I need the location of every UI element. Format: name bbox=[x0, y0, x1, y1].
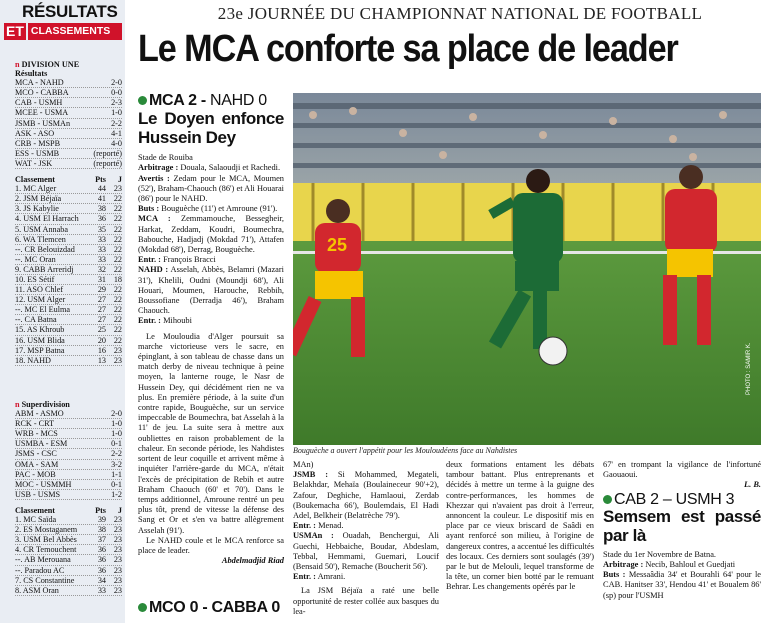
team-name: --. MC El Eulma bbox=[15, 305, 71, 315]
team-played: 22 bbox=[113, 335, 122, 345]
match-teams: ESS - USMB bbox=[15, 148, 60, 158]
team-played: 22 bbox=[113, 285, 122, 295]
team-points: 44 bbox=[97, 184, 106, 194]
team-points: 32 bbox=[97, 264, 106, 274]
article-mco-cabba-heading bbox=[138, 599, 280, 617]
team-points: 34 bbox=[97, 575, 106, 585]
result-row bbox=[15, 429, 122, 439]
result-row bbox=[15, 419, 122, 429]
pts-header: Pts bbox=[95, 505, 106, 515]
label: Buts : bbox=[603, 570, 626, 580]
team-name: --. AB Merouana bbox=[15, 555, 71, 565]
team-points: 36 bbox=[97, 565, 106, 575]
match-teams: USMBA - ESM bbox=[15, 439, 68, 449]
team-played: 23 bbox=[113, 345, 122, 355]
match-teams: OMA - SAM bbox=[15, 459, 59, 469]
match-score: (reporté) bbox=[93, 148, 122, 158]
team-name: 17. MSP Batna bbox=[15, 345, 65, 355]
result-row bbox=[15, 149, 122, 159]
match-teams: WRB - MCS bbox=[15, 429, 58, 439]
brand-line1: RÉSULTATS bbox=[22, 2, 118, 21]
standing-row bbox=[15, 235, 122, 245]
team-points: 33 bbox=[97, 585, 106, 595]
team-points: 27 bbox=[97, 305, 106, 315]
match-score: 3-2 bbox=[111, 459, 122, 469]
text: Messaâdia 34' et Bourahli 64' pour le CAB. Hanitser 33', Hendou 41' et Boualem 86' (sp) pour l'USMH bbox=[603, 570, 761, 600]
result-row bbox=[15, 88, 122, 98]
standing-row bbox=[15, 555, 122, 565]
score-away: NAHD 0 bbox=[210, 92, 267, 109]
standing-row bbox=[15, 255, 122, 265]
team-name: --. MC Oran bbox=[15, 254, 56, 264]
match-teams: MCA - NAHD bbox=[15, 78, 64, 88]
label: JSMB : bbox=[293, 470, 328, 480]
team-points: 37 bbox=[97, 535, 106, 545]
match-teams: PAC - MOB bbox=[15, 469, 56, 479]
match-score: 1-0 bbox=[111, 429, 122, 439]
division-title: Superdivision bbox=[21, 400, 70, 409]
team-played: 22 bbox=[113, 315, 122, 325]
team-played: 23 bbox=[113, 184, 122, 194]
label: Avertis : bbox=[138, 173, 170, 183]
team-name: 15. AS Khroub bbox=[15, 325, 65, 335]
text: Zemmamouche, Bessegheir, Harkat, Zeddam, Koudri, Boumechra, Babouche, Hadjadj (Mokdad 71'), Attafen (Mokdad 68'), Derrag, Bouguèche. bbox=[138, 214, 284, 255]
division-title: DIVISION UNE bbox=[21, 60, 80, 69]
team-points: 38 bbox=[97, 525, 106, 535]
match-teams: JSMS - CSC bbox=[15, 449, 57, 459]
team-points: 33 bbox=[97, 254, 106, 264]
division-une-block bbox=[15, 60, 122, 366]
team-name: 8. ASM Oran bbox=[15, 585, 59, 595]
team-played: 22 bbox=[113, 234, 122, 244]
results-label: Résultats bbox=[15, 69, 48, 79]
team-name: 3. USM Bel Abbès bbox=[15, 535, 77, 545]
team-name: 3. JS Kabylie bbox=[15, 204, 59, 214]
team-points: 36 bbox=[97, 555, 106, 565]
text: Menad. bbox=[315, 521, 344, 531]
team-name: 4. USM El Harrach bbox=[15, 214, 79, 224]
team-points: 31 bbox=[97, 274, 106, 284]
match-teams: MCO - CABBA bbox=[15, 88, 69, 98]
match-score: 2-0 bbox=[111, 78, 122, 88]
author-signature: Abdelmadjid Riad bbox=[221, 556, 284, 566]
match-score: 2-2 bbox=[111, 449, 122, 459]
team-played: 23 bbox=[113, 515, 122, 525]
match-teams: RCK - CRT bbox=[15, 419, 55, 429]
standing-row bbox=[15, 245, 122, 255]
team-name: 2. ES Mostaganem bbox=[15, 525, 78, 535]
standing-row bbox=[15, 194, 122, 204]
article-body: La JSM Béjaïa a raté une belle opportunité de rester collée aux basques du lea- bbox=[293, 586, 439, 616]
standing-row bbox=[15, 305, 122, 315]
match-score: 1-0 bbox=[111, 108, 122, 118]
team-name: --. Paradou AC bbox=[15, 565, 65, 575]
team-played: 23 bbox=[113, 525, 122, 535]
article-cab-usmh bbox=[603, 460, 761, 601]
match-teams: WAT - JSK bbox=[15, 158, 53, 168]
result-row bbox=[15, 439, 122, 449]
text: Necib, Bahloul et Guedjati bbox=[643, 560, 736, 570]
svg-text:25: 25 bbox=[327, 235, 348, 255]
article-continued bbox=[446, 460, 594, 622]
match-score: 4-0 bbox=[111, 138, 122, 148]
text: Douala, Salaoudji et Rachedi. bbox=[178, 163, 281, 173]
stadium: Stade de Rouiba bbox=[138, 153, 193, 163]
match-teams: USB - USMS bbox=[15, 489, 61, 499]
match-score: 0-1 bbox=[111, 439, 122, 449]
team-points: 27 bbox=[97, 315, 106, 325]
standing-row bbox=[15, 545, 122, 555]
team-played: 23 bbox=[113, 545, 122, 555]
score-home: MCA 2 - bbox=[149, 92, 211, 109]
team-points: 36 bbox=[97, 214, 106, 224]
standing-row bbox=[15, 204, 122, 214]
result-row bbox=[15, 78, 122, 88]
pts-header: Pts bbox=[95, 175, 106, 185]
team-played: 23 bbox=[113, 575, 122, 585]
result-row bbox=[15, 460, 122, 470]
match-score: 0-0 bbox=[111, 88, 122, 98]
label: Entr. : bbox=[138, 255, 161, 265]
match-photo bbox=[293, 93, 761, 445]
match-score: 4-1 bbox=[111, 128, 122, 138]
match-teams: ASK - ASO bbox=[15, 128, 55, 138]
classement-label: Classement bbox=[15, 175, 56, 185]
standing-row bbox=[15, 336, 122, 346]
text: Mihoubi bbox=[160, 316, 192, 326]
text: François Bracci bbox=[160, 255, 216, 265]
standing-row bbox=[15, 576, 122, 586]
team-played: 22 bbox=[113, 244, 122, 254]
article-subtitle: Le Doyen enfonce Hussein Dey bbox=[138, 109, 284, 148]
standing-row bbox=[15, 265, 122, 275]
standing-row bbox=[15, 225, 122, 235]
team-name: 1. MC Saïda bbox=[15, 515, 57, 525]
article-subtitle: Semsem est passé par là bbox=[603, 506, 761, 545]
j-header: J bbox=[117, 175, 122, 185]
team-points: 39 bbox=[97, 515, 106, 525]
team-points: 20 bbox=[97, 335, 106, 345]
match-score: 2-3 bbox=[111, 98, 122, 108]
match-teams: JSMB - USMAn bbox=[15, 118, 71, 128]
team-played: 22 bbox=[113, 264, 122, 274]
standing-row bbox=[15, 214, 122, 224]
standing-row bbox=[15, 356, 122, 366]
brand-line2: CLASSEMENTS bbox=[28, 23, 122, 40]
team-name: 5. USM Annaba bbox=[15, 224, 68, 234]
kicker: 23e JOURNÉE DU CHAMPIONNAT NATIONAL DE FOOTBALL bbox=[217, 4, 703, 23]
team-name: 6. WA Tlemcen bbox=[15, 234, 66, 244]
team-points: 27 bbox=[97, 295, 106, 305]
result-row bbox=[15, 98, 122, 108]
team-name: 7. CS Constantine bbox=[15, 575, 75, 585]
bullet-icon: n bbox=[15, 60, 20, 69]
team-name: 16. USM Blida bbox=[15, 335, 65, 345]
result-row bbox=[15, 119, 122, 129]
standing-row bbox=[15, 275, 122, 285]
result-row bbox=[15, 449, 122, 459]
label: Entr. : bbox=[293, 521, 316, 531]
text: Asselah, Abbès, Belamri (Mazari 31'), Khelili, Oudni (Moundji 68'), Ali Houari, Moumen, Harouche, Rebbih, Boussofiane (Derradja 46'), Braham Chaouch. bbox=[138, 265, 284, 316]
article-jsmb-usman bbox=[293, 460, 439, 617]
team-name: 2. JSM Béjaïa bbox=[15, 194, 62, 204]
match-score: 1-0 bbox=[111, 419, 122, 429]
team-played: 23 bbox=[113, 355, 122, 365]
standing-row bbox=[15, 295, 122, 305]
standing-row bbox=[15, 515, 122, 525]
match-score: 2-0 bbox=[111, 409, 122, 419]
team-played: 22 bbox=[113, 325, 122, 335]
team-played: 22 bbox=[113, 214, 122, 224]
team-played: 23 bbox=[113, 585, 122, 595]
standing-row bbox=[15, 325, 122, 335]
team-points: 35 bbox=[97, 224, 106, 234]
team-points: 13 bbox=[97, 355, 106, 365]
result-row bbox=[15, 129, 122, 139]
team-played: 22 bbox=[113, 204, 122, 214]
match-teams: ABM - ASMO bbox=[15, 409, 64, 419]
team-played: 22 bbox=[113, 305, 122, 315]
label: Entr. : bbox=[138, 316, 161, 326]
page-title: Le MCA conforte sa place de leader bbox=[138, 28, 678, 70]
team-points: 29 bbox=[97, 285, 106, 295]
team-points: 33 bbox=[97, 244, 106, 254]
j-header: J bbox=[117, 505, 122, 515]
team-points: 33 bbox=[97, 234, 106, 244]
standing-row bbox=[15, 586, 122, 596]
text: Amrani. bbox=[315, 572, 346, 582]
result-row bbox=[15, 470, 122, 480]
team-name: 1. MC Alger bbox=[15, 184, 57, 194]
team-played: 18 bbox=[113, 274, 122, 284]
label: Buts : bbox=[138, 204, 160, 214]
match-teams: MCEE - USMA bbox=[15, 108, 69, 118]
team-name: 9. CABB Arreridj bbox=[15, 264, 74, 274]
standing-row bbox=[15, 525, 122, 535]
label: Arbitrage : bbox=[138, 163, 179, 173]
result-row bbox=[15, 480, 122, 490]
team-name: 10. ES Sétif bbox=[15, 274, 55, 284]
bullet-icon: n bbox=[15, 400, 20, 409]
article-mca-nahd bbox=[138, 92, 284, 566]
label: MCA : bbox=[138, 214, 171, 224]
team-points: 41 bbox=[97, 194, 106, 204]
match-teams: CRB - MSPB bbox=[15, 138, 61, 148]
team-played: 22 bbox=[113, 224, 122, 234]
team-played: 22 bbox=[113, 295, 122, 305]
match-score: 0-1 bbox=[111, 479, 122, 489]
team-points: 25 bbox=[97, 325, 106, 335]
label: Arbitrage : bbox=[603, 560, 644, 570]
green-dot-icon bbox=[138, 603, 147, 612]
result-row bbox=[15, 409, 122, 419]
text: Ouadah, Benchergui, Ali Guechi, Hebbaiche, Boudar, Abdeslam, Tebbal, Hemmami, Guemari, Loucif (Bensaid 50'), Remache (Boucherit 56'). bbox=[293, 531, 439, 572]
section-brand bbox=[4, 2, 122, 40]
match-teams: MOC - USMMH bbox=[15, 479, 72, 489]
label: Entr. : bbox=[293, 572, 316, 582]
team-played: 23 bbox=[113, 535, 122, 545]
match-score: 2-2 bbox=[111, 118, 122, 128]
brand-et: ET bbox=[6, 23, 24, 39]
match-score: 1-2 bbox=[111, 489, 122, 499]
match-teams: CAB - USMH bbox=[15, 98, 63, 108]
team-points: 16 bbox=[97, 345, 106, 355]
text: Si Mohammed, Megateli, Belakhdar, Mehaïa (Boulaineceur 90'+2), Zafour, Deghiche, Hamlaoui, Zerdab (Boukemacha 66'), Boulemdais, El Hadi Adel, Belkheir (Belatrèche 79'). bbox=[293, 470, 440, 521]
author-signature: L. B. bbox=[744, 480, 761, 490]
team-name: 4. CR Temouchent bbox=[15, 545, 77, 555]
superdivision-block bbox=[15, 400, 122, 596]
team-name: 18. NAHD bbox=[15, 355, 51, 365]
article-body: 67' en trompant la vigilance de l'infortuné Gaouaoui. bbox=[603, 460, 761, 480]
photo-caption: Bouguèche a ouvert l'appétit pour les Mouloudéens face au Nahdistes bbox=[293, 446, 518, 455]
team-name: --. CA Batna bbox=[15, 315, 57, 325]
result-row bbox=[15, 159, 122, 169]
team-points: 38 bbox=[97, 204, 106, 214]
green-dot-icon bbox=[603, 495, 612, 504]
score: CAB 2 – USMH 3 bbox=[614, 490, 735, 508]
standing-row bbox=[15, 566, 122, 576]
team-played: 23 bbox=[113, 565, 122, 575]
team-played: 22 bbox=[113, 194, 122, 204]
standing-row bbox=[15, 285, 122, 295]
green-dot-icon bbox=[138, 96, 147, 105]
team-name: 11. ASO Chlef bbox=[15, 285, 64, 295]
classement-label: Classement bbox=[15, 505, 56, 515]
article-body: Le NAHD coule et le MCA renforce sa place de leader. bbox=[138, 535, 284, 555]
score-home: MCO 0 - bbox=[149, 599, 212, 616]
article-body: Le Mouloudia d'Alger poursuit sa marche victorieuse vers le sacre, en épinglant, à son tableau de chasse dans un match derby de niveau technique à peine moyen, la lanterne rouge, le Nasr de Hussein Dey, qui décidément rien ne va plus. En première période, à la suite d'un contre rapide, Bouguèche, sur un service impeccable de Boumechra, bat Asselah à la 11' de jeu. La suite sera à mettre aux oubliettes en raison probablement de la chaleur. En seconde période, les Nahdistes sortent de leur coquille et arrivent même à inquiéter l'arrière-garde du MCA, n'était l'excès de précipitation de Rebih et autre Braham Chaouch (60' et 70'). Dans le temps additionnel, Amroune rentré un peu plus tôt, prend de vitesse la défense des Sang et Or et s'en va battre allègrement Asselah (91'). bbox=[138, 331, 284, 535]
stadium: Stade du 1er Novembre de Batna. bbox=[603, 549, 717, 559]
team-played: 23 bbox=[113, 555, 122, 565]
standing-row bbox=[15, 184, 122, 194]
result-row bbox=[15, 139, 122, 149]
result-row bbox=[15, 490, 122, 500]
text: Bouguèche (11') et Amroune (91'). bbox=[159, 204, 278, 214]
match-score: 1-1 bbox=[111, 469, 122, 479]
article-body: deux formations entament les débats tambour battant. Plus entreprenants et décidés à mettre un terme à la guigne des contre-performances, les hommes de Khezzar qui n'avaient pas droit à l'erreur, annoncent la couleur. Le dispositif mis en place par ce vieux briscard de Saâdi en ayant renforcé son milieu, à l'origine de dangereux contres, a accentué les difficultés des locaux. Ces derniers sont soulagés (39') par le but de Melouli, lequel transforme de la tête, un corner bien botté par le remuant Behrar. Les changements opérés par le bbox=[446, 460, 594, 592]
standing-row bbox=[15, 315, 122, 325]
standing-row bbox=[15, 346, 122, 356]
team-name: --. CR Belouizdad bbox=[15, 244, 75, 254]
result-row bbox=[15, 108, 122, 118]
team-name: 12. USM Alger bbox=[15, 295, 66, 305]
score-away: CABBA 0 bbox=[211, 599, 280, 616]
standing-row bbox=[15, 535, 122, 545]
match-score: (reporté) bbox=[93, 158, 122, 168]
label: NAHD : bbox=[138, 265, 169, 275]
team-played: 22 bbox=[113, 254, 122, 264]
text: Zedam pour le MCA, Moumen (52'), Braham-Chaouch (86') et Ali Houarai (86') pour le NAHD. bbox=[138, 173, 284, 204]
label: USMAn : bbox=[293, 531, 334, 541]
photo-credit: PHOTO : SAMIR K. bbox=[746, 342, 752, 395]
text: MAn) bbox=[293, 460, 314, 469]
team-points: 36 bbox=[97, 545, 106, 555]
